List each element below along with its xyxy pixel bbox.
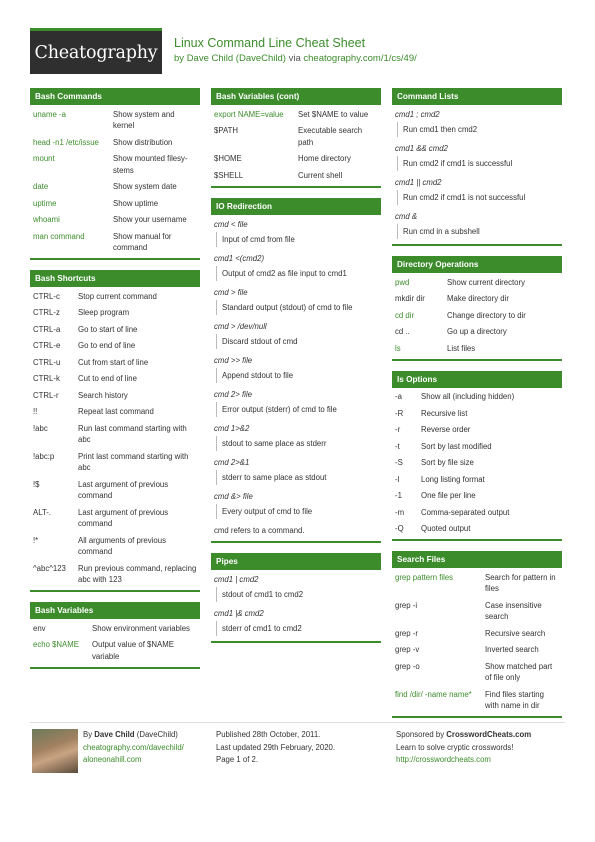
row-key: man command [33,231,85,241]
row-value: Comma-separated output [421,507,510,517]
command-syntax: cmd &> file [214,491,253,501]
section-title: Bash Variables (cont) [211,88,381,105]
command-syntax: cmd 1>&2 [214,423,250,433]
row-value: Set $NAME to value [298,109,369,119]
row-key: !abc [33,423,48,433]
table-row [392,642,562,659]
table-row [392,488,562,505]
pipes-body [211,570,381,643]
page-title: Linux Command Line Cheat Sheet [174,36,366,50]
cheatography-logo[interactable]: Cheatography [30,28,162,74]
table-row [30,288,200,305]
command-description: Output of cmd2 as file input to cmd1 [216,266,381,281]
command-syntax: cmd >> file [214,355,253,365]
row-key: uname -a [33,109,66,119]
section-title: IO Redirection [211,198,381,215]
command-description: Append stdout to file [216,368,381,383]
row-key: CTRL-c [33,291,60,301]
table-row [30,371,200,388]
author-avatar [32,729,78,773]
bash-shortcuts-body [30,287,200,592]
row-value: Search history [78,390,128,400]
row-value: Show environment variables [92,623,190,633]
row-key: CTRL-r [33,390,59,400]
sheet-url-link[interactable]: cheatography.com/1/cs/49/ [303,53,417,64]
sponsor-info [396,729,531,767]
command-description: Run cmd2 if cmd1 is successful [397,156,562,171]
table-row [30,321,200,338]
row-value: Stop current command [78,291,157,301]
table-row [392,324,562,341]
command-description: stderr of cmd1 to cmd2 [216,621,381,636]
row-key: CTRL-a [33,324,61,334]
command-lists-section [392,88,562,246]
row-key: -Q [395,524,404,533]
command-syntax: cmd 2>&1 [214,457,250,467]
row-value: Show current directory [447,277,525,287]
table-row [392,389,562,406]
table-row [30,134,200,151]
table-row [392,340,562,357]
row-key: CTRL-u [33,357,61,367]
command-syntax: cmd > /dev/null [214,321,267,331]
section-title: Bash Commands [30,88,200,105]
table-row [211,167,381,184]
row-value: Print last command starting with abc [78,451,189,472]
bash-variables-body [30,619,200,669]
row-value: Repeat last command [78,407,154,416]
row-value: Cut to end of line [78,374,137,383]
table-row [392,569,562,597]
row-value: Run last command starting with abc [78,423,187,444]
table-row [30,404,200,421]
command-syntax: cmd1 | cmd2 [214,574,259,584]
row-key: -r [395,425,401,434]
row-key: CTRL-e [33,341,61,350]
row-value: Show distribution [113,137,173,147]
row-value: Home directory [298,154,351,163]
published-date: Published 28th October, 2011. [216,730,321,739]
row-value: Search for pattern in files [485,572,556,593]
byline-prefix: by [174,53,187,64]
row-value: Make directory dir [447,294,509,303]
table-row [392,405,562,422]
row-key: cd .. [395,327,410,336]
row-value: Show mounted filesystems [113,154,188,175]
row-key: head -n1 /etc/issue [33,137,99,147]
author-link[interactable]: Dave Child (DaveChild) [186,53,286,64]
row-key: grep -r [395,628,418,638]
row-key: !abc:p [33,451,55,461]
command-description: stdout to same place as stderr [216,436,381,451]
row-key: find /dir/ -name name* [395,689,472,699]
row-value: Current shell [298,170,343,180]
row-key: grep pattern files [395,572,454,582]
section-title: Bash Shortcuts [30,270,200,287]
section-title: Command Lists [392,88,562,105]
row-value: Go to end of line [78,341,136,350]
row-value: Show all (including hidden) [421,392,515,401]
bash-shortcuts-section [30,270,200,592]
author-profile-link[interactable]: cheatography.com/davechild/ [83,742,184,752]
command-syntax: cmd > file [214,287,248,297]
table-row [392,658,562,686]
table-row [211,151,381,168]
command-description: Discard stdout of cmd [216,334,381,349]
row-key: uptime [33,198,57,208]
row-value: Run previous command, replacing abc with 123 [78,563,197,584]
io-redirection-section [211,198,381,543]
row-key: date [33,182,49,191]
row-key: grep -o [395,661,420,671]
row-key: !$ [33,479,40,489]
row-value: Reverse order [421,425,471,434]
table-row [30,504,200,532]
table-row [30,476,200,504]
row-value: Output value of $NAME variable [92,640,174,661]
command-description: Run cmd in a subshell [397,224,562,239]
table-row [392,455,562,472]
table-row [30,151,200,179]
row-key: -t [395,441,400,451]
command-description: Error output (stderr) of cmd to file [216,402,381,417]
command-description: Run cmd2 if cmd1 is not successful [397,190,562,205]
command-syntax: cmd < file [214,219,248,229]
row-key: env [33,623,46,633]
row-value: Recursive list [421,408,468,418]
io-note: cmd refers to a command. [214,525,305,535]
row-key: ls [395,343,401,353]
row-value: All arguments of previous command [78,535,166,556]
bash-variables-cont-section [211,88,381,188]
row-value: List files [447,343,476,353]
row-key: mkdir dir [395,294,425,303]
table-row [392,686,562,714]
table-row [392,438,562,455]
row-key: !* [33,535,39,545]
io-items [211,216,381,519]
command-lists-body [392,105,562,246]
table-row [30,228,200,256]
table-row [30,106,200,134]
row-key: -R [395,408,404,418]
row-key: whoami [33,215,60,224]
table-row [30,212,200,229]
row-value: Last argument of previous command [78,507,169,528]
bash-variables-cont-body [211,105,381,188]
title-block [174,36,417,64]
command-syntax: cmd1 <(cmd2) [214,253,265,263]
command-syntax: cmd 2> file [214,389,252,399]
table-row [30,532,200,560]
publish-info [216,729,335,767]
command-description: Input of cmd from file [216,232,381,247]
row-value: Sort by last modified [421,441,492,451]
row-value: Last argument of previous command [78,479,169,500]
row-value: Show manual for command [113,231,172,252]
table-row [30,338,200,355]
command-syntax: cmd1 && cmd2 [395,144,448,153]
table-row [392,597,562,625]
row-value: Show your username [113,215,187,224]
command-description: Standard output (stdout) of cmd to file [216,300,381,315]
by-prefix: By [83,730,95,739]
ls-options-body [392,388,562,542]
command-syntax: cmd1 || cmd2 [395,178,442,187]
directory-operations-section [392,256,562,361]
row-value: Sort by file size [421,458,474,467]
row-key: $PATH [214,126,238,135]
row-value: Show matched part of file only [485,661,553,682]
row-key: -S [395,458,403,467]
table-row [30,387,200,404]
updated-date: Last updated 29th February, 2020. [216,742,336,752]
table-row [392,422,562,439]
table-row [30,560,200,588]
table-row [392,307,562,324]
row-key: $HOME [214,154,242,163]
table-row [30,179,200,196]
search-files-body [392,568,562,718]
sponsor-link[interactable]: http://crosswordcheats.com [396,755,491,764]
byline-via: via [285,53,304,64]
bash-commands-body [30,105,200,260]
command-syntax: cmd & [395,212,418,221]
section-title: Directory Operations [392,256,562,273]
row-value: Go to start of line [78,324,138,334]
column-2 [211,88,381,653]
row-key: ^abc^123 [33,563,66,573]
table-row [30,620,200,637]
row-value: Inverted search [485,645,539,654]
author-handle: (DaveChild) [134,730,178,739]
table-row [30,195,200,212]
row-value: One file per line [421,491,476,500]
table-row [392,625,562,642]
command-syntax: cmd1 ; cmd2 [395,110,440,119]
command-description: stdout of cmd1 to cmd2 [216,587,381,602]
bash-variables-section [30,602,200,669]
table-row [211,106,381,123]
page-number: Page 1 of 2. [216,755,259,764]
table-row [392,521,562,538]
table-row [30,420,200,448]
row-key: ALT-. [33,507,52,517]
row-key: -m [395,507,405,517]
row-value: Case insensitive search [485,600,542,621]
sponsor-tagline: Learn to solve cryptic crosswords! [396,742,514,752]
table-row [30,448,200,476]
row-key: !! [33,407,38,416]
author-site-link[interactable]: aloneonahill.com [83,755,142,764]
byline [174,53,417,64]
row-value: Cut from start of line [78,357,149,367]
row-key: grep -i [395,600,418,610]
row-key: -1 [395,491,402,500]
sponsor-name: CrosswordCheats.com [446,730,532,739]
row-key: CTRL-z [33,308,60,317]
command-description: stderr to same place as stdout [216,470,381,485]
table-row [392,471,562,488]
row-key: cd dir [395,310,415,320]
row-key: mount [33,154,55,163]
author-info [83,729,184,767]
row-key: grep -v [395,645,420,654]
command-description: Run cmd1 then cmd2 [397,122,562,137]
row-value: Recursive search [485,628,546,638]
table-row [392,274,562,291]
directory-operations-body [392,273,562,361]
table-row [30,354,200,371]
section-title: Search Files [392,551,562,568]
page-header [30,28,565,74]
row-key: -l [395,474,400,484]
sponsor-prefix: Sponsored by [396,730,447,739]
column-3 [392,88,562,728]
row-value: Show system date [113,182,177,191]
search-files-section [392,551,562,718]
row-key: $SHELL [214,170,244,180]
section-title: ls Options [392,371,562,388]
row-key: CTRL-k [33,374,60,383]
row-key: export NAME=value [214,109,284,119]
row-value: Quoted output [421,524,471,533]
author-name: Dave Child [94,730,135,739]
row-key: pwd [395,277,410,287]
row-value: Go up a directory [447,327,507,336]
row-key: echo $NAME [33,640,79,649]
command-syntax: cmd1 |& cmd2 [214,608,264,618]
io-redirection-body [211,215,381,543]
row-value: Show uptime [113,198,159,208]
section-title: Bash Variables [30,602,200,619]
page-footer [30,722,565,772]
table-row [30,637,200,665]
table-row [211,123,381,151]
ls-options-section [392,371,562,542]
row-value: Show system and kernel [113,109,175,130]
table-row [392,504,562,521]
bash-commands-section [30,88,200,260]
row-value: Change directory to dir [447,310,526,320]
table-row [30,305,200,322]
pipes-section [211,553,381,643]
row-value: Sleep program [78,308,130,317]
row-value: Find files starting with name in dir [485,689,544,710]
command-description: Every output of cmd to file [216,504,381,519]
row-value: Long listing format [421,474,485,484]
row-value: Executable search path [298,126,363,147]
column-1 [30,88,200,679]
row-key: -a [395,392,402,401]
section-title: Pipes [211,553,381,570]
table-row [392,291,562,308]
